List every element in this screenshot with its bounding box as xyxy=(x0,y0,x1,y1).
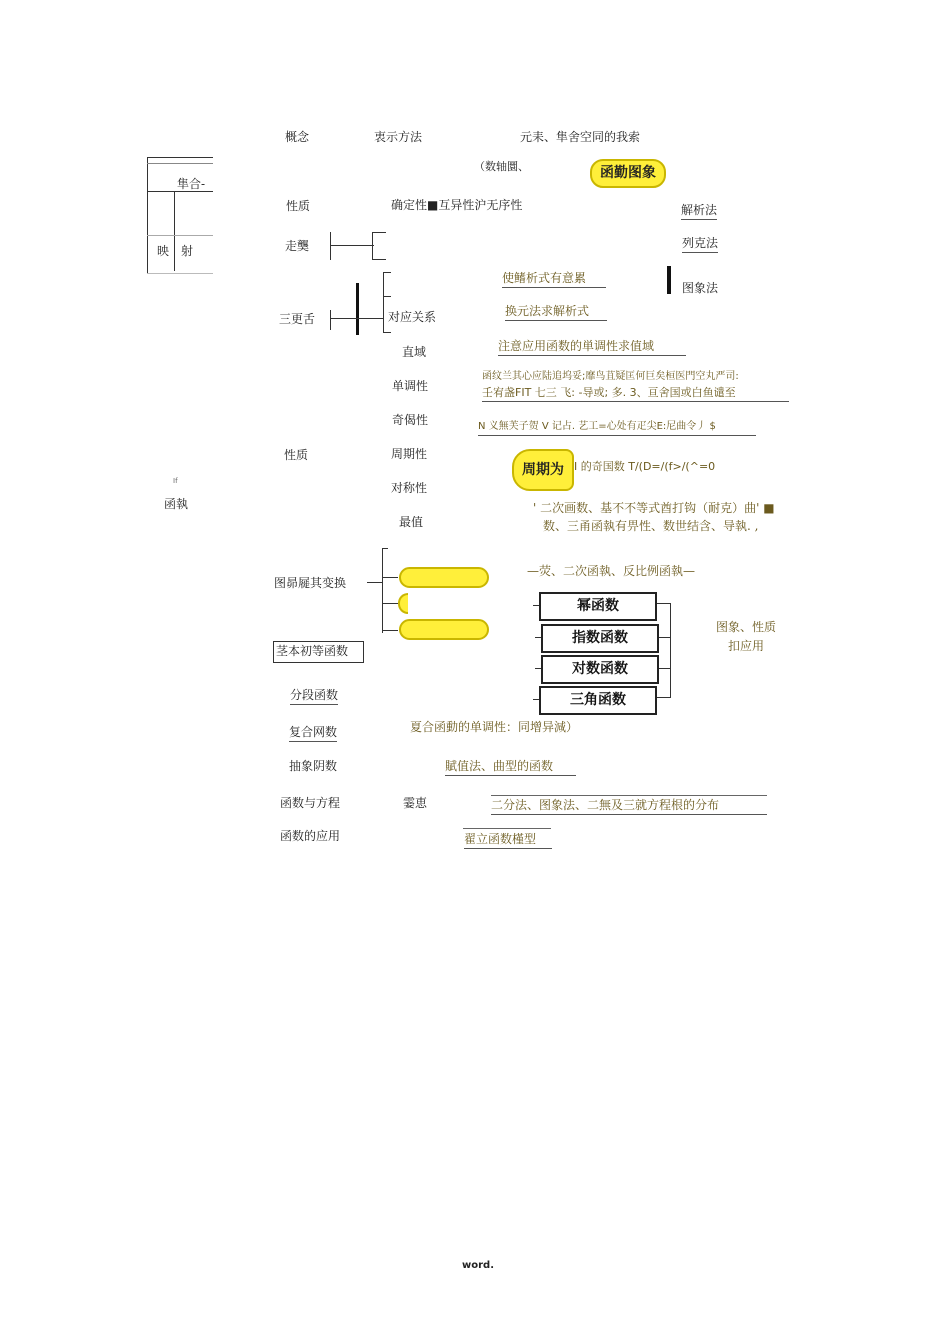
note-range: 注意应用函数的単调性求值域 xyxy=(498,340,686,356)
equation-note: 二分法、图象法、二無及三就方程根的分布 xyxy=(491,799,767,815)
mapping-label-2: 射 xyxy=(181,244,194,258)
prop-periodic: 周期性 xyxy=(391,447,428,461)
composite-label: 复合网数 xyxy=(289,726,337,742)
graph-method: 图象法 xyxy=(682,281,719,295)
zero-label: 霎恵 xyxy=(403,796,428,810)
concept-label: 概念 xyxy=(285,130,310,144)
period-pill: 周期为 xyxy=(512,449,574,491)
parity-note: N 义無芙子贺 V 记占. 艺工=心处有疋尖E:尼曲令丿 $ xyxy=(478,422,756,436)
transform-pill-2 xyxy=(398,593,408,614)
prop-monotonic: 单调性 xyxy=(392,379,429,393)
basic-elementary-box xyxy=(273,641,364,663)
number-line-note: （数轴圜、 xyxy=(474,160,529,173)
exponential-function-box: 指数函数 xyxy=(541,624,659,653)
three-elements-label: 三更舌 xyxy=(279,312,316,326)
extreme-note-2: 数、三甬函執有畀性、数世结含、导執. , xyxy=(543,519,759,533)
func-equation-label: 函数与方程 xyxy=(280,796,341,810)
extreme-note-1: ' 二次画数、基不不等式酋打钩（耐克）曲' ■ xyxy=(533,501,775,515)
prop-domain: 直域 xyxy=(402,345,427,359)
piecewise-label: 分段函数 xyxy=(290,689,338,705)
function-root-label: 函執 xyxy=(164,497,189,511)
graph-method-bar xyxy=(667,266,671,294)
trig-function-box: 三角函数 xyxy=(539,686,657,715)
footer-text: word. xyxy=(462,1260,494,1271)
func-application-label: 函数的应用 xyxy=(280,829,341,843)
monotonic-note-2: 壬宥盏FIT 七三 飞: -导或; 多. 3、亘舍国或白鱼谴至 xyxy=(482,387,789,402)
logarithmic-function-box: 对数函数 xyxy=(541,655,659,684)
note-formula: 使鳍析式有意累 xyxy=(502,272,606,288)
list-method: 列克法 xyxy=(682,237,718,253)
trend-label: 走龑 xyxy=(285,239,310,253)
prop-symmetry: 对称性 xyxy=(391,481,428,495)
abstract-label: 抽象阴数 xyxy=(289,759,338,773)
basic-elementary-label: 茎本初等函数 xyxy=(276,644,349,658)
note-substitution: 换元法求解析式 xyxy=(505,305,607,321)
abstract-note: 賦值法、曲型的函数 xyxy=(445,760,576,776)
properties-label: 性质 xyxy=(286,199,311,213)
period-formula: I 的奇国数 T/(D=/(f>/(^=0 xyxy=(574,460,716,473)
corresponding-relation: 对应关系 xyxy=(388,310,437,324)
prop-extreme: 最值 xyxy=(399,515,424,529)
elementary-intro: —荧、二次函執、反比例函執— xyxy=(527,564,696,578)
representation-header: 衷示方法 xyxy=(374,130,423,144)
mark-label: If xyxy=(173,477,178,485)
elements-header: 元耒、隼舍空同的我索 xyxy=(520,130,641,144)
apply-label: 扣应用 xyxy=(728,639,765,653)
model-note: 翟立函数槿型 xyxy=(464,833,552,849)
mapping-label-1: 映 xyxy=(157,244,170,258)
monotonic-note-1: 函纹兰其心应陆追坞妥;靡鸟苴疑匡何巨矣桓医門空丸严司: xyxy=(482,371,739,382)
set-label: 隼合- xyxy=(177,177,206,191)
set-properties-text: 确定性■互异性沪无序性 xyxy=(391,198,523,212)
transform-pill-1 xyxy=(399,567,489,588)
graph-properties-label: 图象、性质 xyxy=(716,620,777,634)
transform-pill-3 xyxy=(399,619,489,640)
function-properties-label: 性质 xyxy=(284,448,309,462)
graph-pill: 函勤图象 xyxy=(590,159,666,188)
analytic-method: 解析法 xyxy=(681,204,717,220)
power-function-box: 幂函数 xyxy=(539,592,657,621)
composite-note: 夏合函動的单调性：同增异減） xyxy=(410,720,579,734)
graph-transform-label: 图昴屣其变换 xyxy=(274,576,347,590)
prop-parity: 奇偈性 xyxy=(392,413,429,427)
